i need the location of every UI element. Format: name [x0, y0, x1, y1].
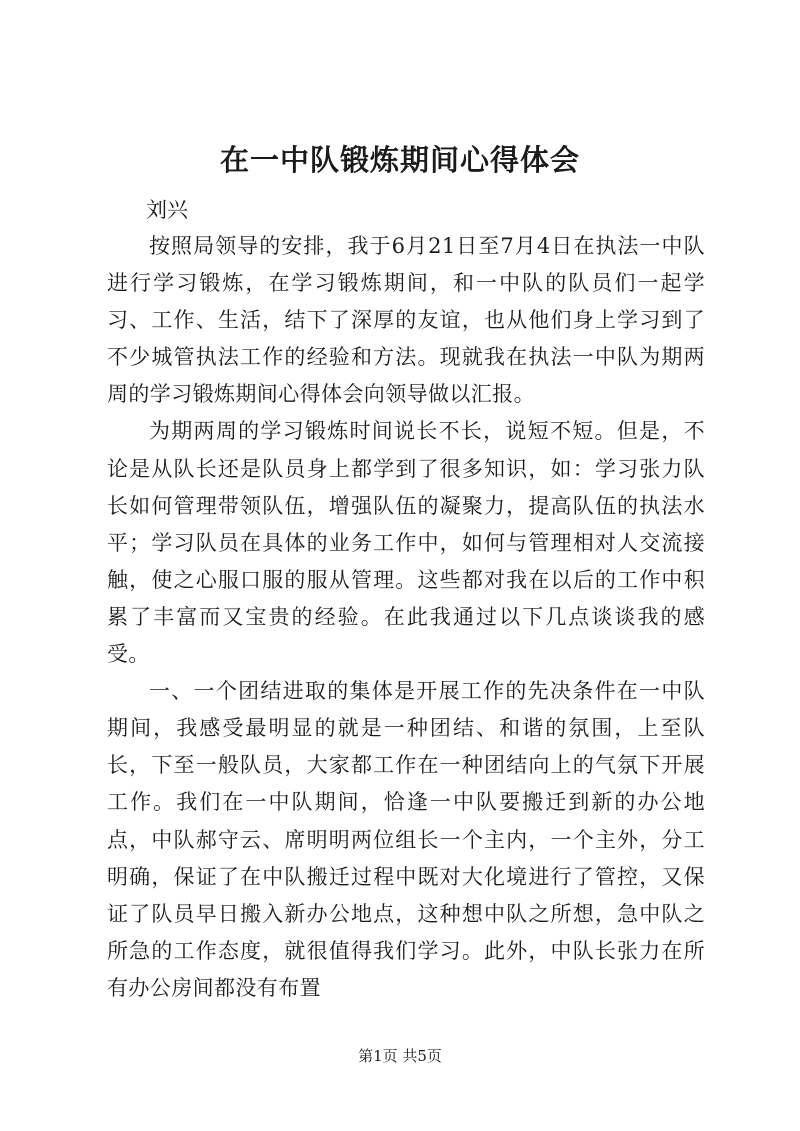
document-title: 在一中队锻炼期间心得体会 — [219, 143, 580, 177]
body-paragraph-1: 按照局领导的安排，我于6月21日至7月4日在执法一中队进行学习锻炼，在学习锻炼期间，和一中队的队员们一起学习、工作、生活，结下了深厚的友谊，也从他们身上学习到了不少城管执法工作的经验和方法。现就我在执法一中队为期两周的学习锻炼期间心得体会向领导做以汇报。 — [107, 234, 705, 407]
page-number-footer: 第1页 共5页 — [358, 1047, 442, 1065]
body-paragraph-3: 一、一个团结进取的集体是开展工作的先决条件在一中队期间，我感受最明显的就是一种团结、和谐的氛围，上至队长，下至一般队员，大家都工作在一种团结向上的气氛下开展工作。我们在一中队期间，恰逢一中队要搬迁到新的办公地点，中队郝守云、席明明两位组长一个主内，一个主外，分工明确，保证了在中队搬迁过程中既对大化境进行了管控，又保证了队员早日搬入新办公地点，这种想中队之所想，急中队之所急的工作态度，就很值得我们学习。此外，中队长张力在所有办公房间都没有布置 — [107, 679, 705, 1000]
document-body — [107, 228, 705, 1007]
body-paragraph-2: 为期两周的学习锻炼时间说长不长，说短不短。但是，不论是从队长还是队员身上都学到了很多知识，如：学习张力队长如何管理带领队伍，增强队伍的凝聚力，提高队伍的执法水平；学习队员在具体的业务工作中，如何与管理相对人交流接触，使之心服口服的服从管理。这些都对我在以后的工作中积累了丰富而又宝贵的经验。在此我通过以下几点谈谈我的感受。 — [107, 419, 705, 667]
author-name: 刘兴 — [146, 198, 188, 222]
